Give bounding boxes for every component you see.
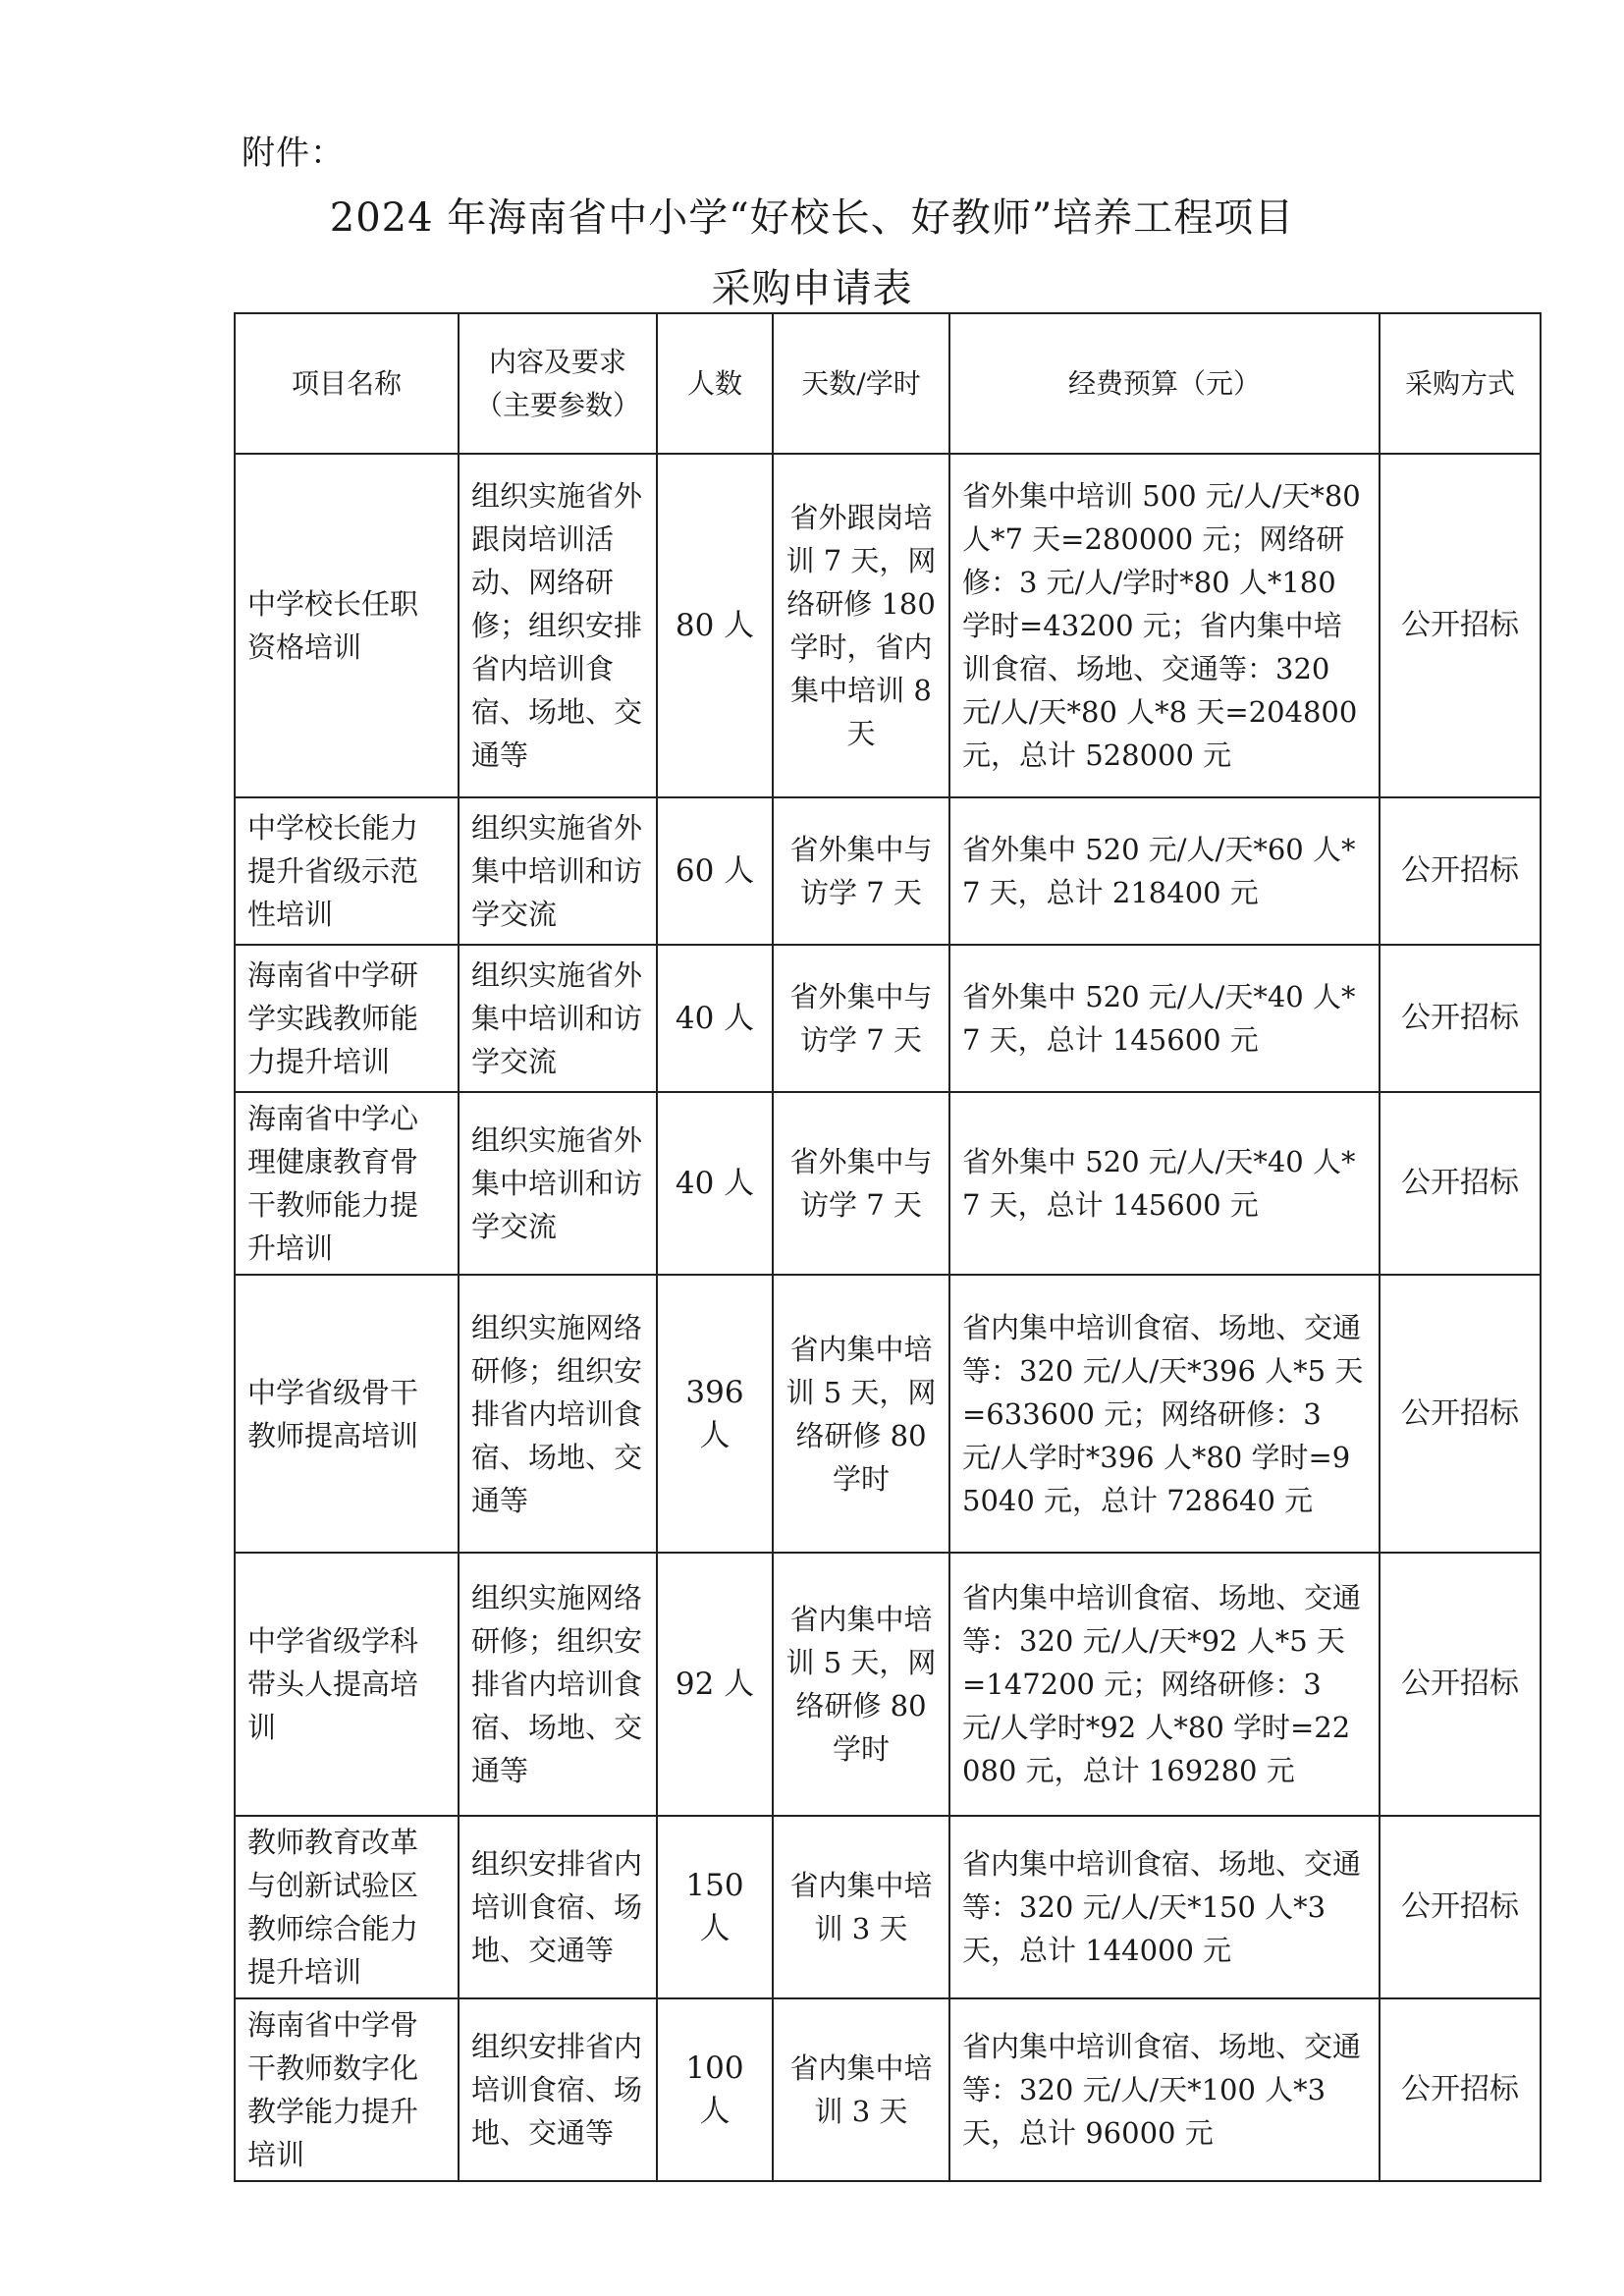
cell-content: 组织实施省外集中培训和访学交流 — [459, 797, 657, 945]
cell-days: 省内集中培训 5 天，网络研修 80 学时 — [773, 1275, 949, 1553]
cell-days: 省外集中与访学 7 天 — [773, 945, 949, 1092]
header-days: 天数/学时 — [773, 313, 949, 454]
cell-method: 公开招标 — [1380, 945, 1541, 1092]
table-row — [235, 797, 1541, 945]
cell-project-name: 海南省中学骨干教师数字化教学能力提升培训 — [235, 1998, 459, 2181]
cell-content: 组织安排省内培训食宿、场地、交通等 — [459, 1816, 657, 1998]
cell-days: 省内集中培训 5 天，网络研修 80 学时 — [773, 1553, 949, 1816]
cell-budget: 省外集中 520 元/人/天*60 人*7 天，总计 218400 元 — [949, 797, 1380, 945]
cell-budget: 省内集中培训食宿、场地、交通等：320 元/人/天*92 人*5 天=147200 元；网络研修：3 元/人学时*92 人*80 学时=22080 元，总计 169280 元 — [949, 1553, 1380, 1816]
cell-content: 组织实施省外跟岗培训活动、网络研修；组织安排省内培训食宿、场地、交通等 — [459, 454, 657, 797]
cell-days: 省外跟岗培训 7 天，网络研修 180 学时，省内集中培训 8 天 — [773, 454, 949, 797]
header-budget: 经费预算（元） — [949, 313, 1380, 454]
header-project-name: 项目名称 — [235, 313, 459, 454]
cell-content: 组织实施网络研修；组织安排省内培训食宿、场地、交通等 — [459, 1275, 657, 1553]
cell-people: 100 人 — [657, 1998, 773, 2181]
cell-people: 40 人 — [657, 1092, 773, 1275]
cell-days: 省外集中与访学 7 天 — [773, 1092, 949, 1275]
header-content — [459, 313, 657, 454]
document-subtitle: 采购申请表 — [711, 266, 913, 311]
cell-budget: 省外集中 520 元/人/天*40 人*7 天，总计 145600 元 — [949, 1092, 1380, 1275]
cell-people: 396 人 — [657, 1275, 773, 1553]
cell-budget: 省外集中 520 元/人/天*40 人*7 天，总计 145600 元 — [949, 945, 1380, 1092]
header-content-line2: （主要参数） — [474, 388, 640, 421]
cell-project-name: 海南省中学心理健康教育骨干教师能力提升培训 — [235, 1092, 459, 1275]
cell-project-name: 中学校长任职资格培训 — [235, 454, 459, 797]
cell-people: 150 人 — [657, 1816, 773, 1998]
cell-budget: 省外集中培训 500 元/人/天*80 人*7 天=280000 元；网络研修：3 元/人/学时*80 人*180 学时=43200 元；省内集中培训食宿、场地、交通等：320 元/人/天*80 人*8 天=204800 元，总计 528000 元 — [949, 454, 1380, 797]
table-row — [235, 1275, 1541, 1553]
header-method: 采购方式 — [1380, 313, 1541, 454]
cell-method: 公开招标 — [1380, 1092, 1541, 1275]
cell-people: 60 人 — [657, 797, 773, 945]
document-title: 2024 年海南省中小学“好校长、好教师”培养工程项目 — [329, 195, 1295, 241]
table-row — [235, 454, 1541, 797]
procurement-table — [234, 312, 1542, 2182]
cell-method: 公开招标 — [1380, 797, 1541, 945]
attachment-label: 附件： — [242, 134, 345, 173]
cell-project-name: 教师教育改革与创新试验区教师综合能力提升培训 — [235, 1816, 459, 1998]
table-row — [235, 945, 1541, 1092]
header-content-line1: 内容及要求 — [488, 345, 626, 378]
table-row — [235, 1998, 1541, 2181]
cell-method: 公开招标 — [1380, 1553, 1541, 1816]
cell-method: 公开招标 — [1380, 454, 1541, 797]
cell-content: 组织实施省外集中培训和访学交流 — [459, 1092, 657, 1275]
cell-days: 省外集中与访学 7 天 — [773, 797, 949, 945]
cell-project-name: 中学省级骨干教师提高培训 — [235, 1275, 459, 1553]
cell-content: 组织实施省外集中培训和访学交流 — [459, 945, 657, 1092]
cell-project-name: 中学省级学科带头人提高培训 — [235, 1553, 459, 1816]
cell-budget: 省内集中培训食宿、场地、交通等：320 元/人/天*396 人*5 天=633600 元；网络研修：3 元/人学时*396 人*80 学时=95040 元，总计 728640 元 — [949, 1275, 1380, 1553]
cell-content: 组织安排省内培训食宿、场地、交通等 — [459, 1998, 657, 2181]
table-header-row — [235, 313, 1541, 454]
cell-method: 公开招标 — [1380, 1998, 1541, 2181]
cell-content: 组织实施网络研修；组织安排省内培训食宿、场地、交通等 — [459, 1553, 657, 1816]
cell-project-name: 中学校长能力提升省级示范性培训 — [235, 797, 459, 945]
cell-method: 公开招标 — [1380, 1275, 1541, 1553]
cell-budget: 省内集中培训食宿、场地、交通等：320 元/人/天*100 人*3 天，总计 96000 元 — [949, 1998, 1380, 2181]
cell-budget: 省内集中培训食宿、场地、交通等：320 元/人/天*150 人*3 天，总计 144000 元 — [949, 1816, 1380, 1998]
header-people: 人数 — [657, 313, 773, 454]
cell-method: 公开招标 — [1380, 1816, 1541, 1998]
cell-days: 省内集中培训 3 天 — [773, 1816, 949, 1998]
table-row — [235, 1553, 1541, 1816]
table-row — [235, 1816, 1541, 1998]
cell-people: 40 人 — [657, 945, 773, 1092]
table-row — [235, 1092, 1541, 1275]
cell-people: 80 人 — [657, 454, 773, 797]
cell-people: 92 人 — [657, 1553, 773, 1816]
cell-days: 省内集中培训 3 天 — [773, 1998, 949, 2181]
cell-project-name: 海南省中学研学实践教师能力提升培训 — [235, 945, 459, 1092]
